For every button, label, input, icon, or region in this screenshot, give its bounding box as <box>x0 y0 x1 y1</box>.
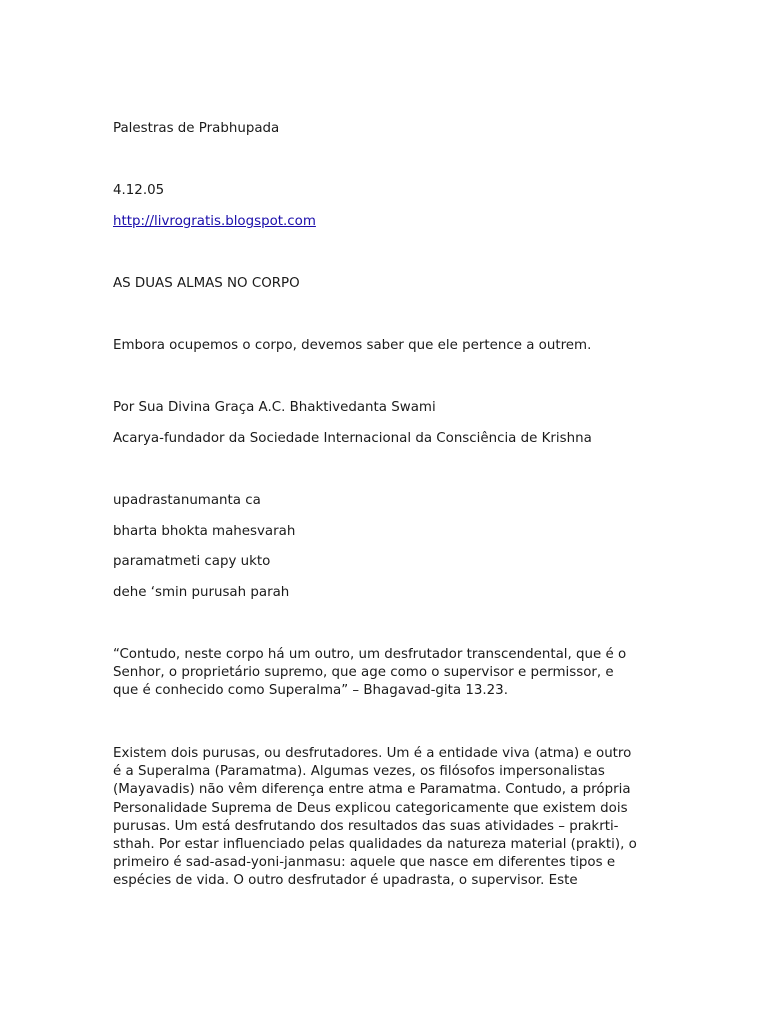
verse-line: bharta bhokta mahesvarah <box>113 524 296 539</box>
body-paragraph <box>113 745 673 891</box>
source-link[interactable]: http://livrogratis.blogspot.com <box>113 214 316 229</box>
verse-line: paramatmeti capy ukto <box>113 554 271 569</box>
verse-line: dehe ‘smin purusah parah <box>113 585 290 600</box>
body-line: purusas. Um está desfrutando dos resultados das suas atividades – prakrti- <box>113 818 619 834</box>
translation-line: que é conhecido como Superalma” – Bhagavad-gita 13.23. <box>113 683 508 699</box>
source-link-line <box>113 213 316 231</box>
body-line: espécies de vida. O outro desfrutador é upadrasta, o supervisor. Este <box>113 873 578 889</box>
body-line: sthah. Por estar influenciado pelas qualidades da natureza material (prakti), o <box>113 837 637 853</box>
body-line: Existem dois purusas, ou desfrutadores. Um é a entidade viva (atma) e outro <box>113 746 632 761</box>
body-line: Personalidade Suprema de Deus explicou categoricamente que existem dois <box>113 800 628 816</box>
author-line: Por Sua Divina Graça A.C. Bhaktivedanta Swami <box>113 400 436 415</box>
body-line: é a Superalma (Paramatma). Algumas vezes, os filósofos impersonalistas <box>113 764 605 780</box>
translation-paragraph <box>113 646 673 701</box>
body-line: primeiro é sad-asad-yoni-janmasu: aquele que nasce em diferentes tipos e <box>113 855 616 871</box>
translation-line: “Contudo, neste corpo há um outro, um desfrutador transcendental, que é o <box>113 647 627 662</box>
document-title: Palestras de Prabhupada <box>113 121 280 136</box>
author-role: Acarya-fundador da Sociedade Internacional da Consciência de Krishna <box>113 431 592 446</box>
body-line: (Mayavadis) não vêm diferença entre atma e Paramatma. Contudo, a própria <box>113 782 631 798</box>
document-date: 4.12.05 <box>113 183 165 198</box>
section-heading: AS DUAS ALMAS NO CORPO <box>113 276 300 291</box>
subtitle: Embora ocupemos o corpo, devemos saber que ele pertence a outrem. <box>113 338 592 353</box>
translation-line: Senhor, o proprietário supremo, que age como o supervisor e permissor, e <box>113 665 614 681</box>
verse-line: upadrastanumanta ca <box>113 493 261 508</box>
